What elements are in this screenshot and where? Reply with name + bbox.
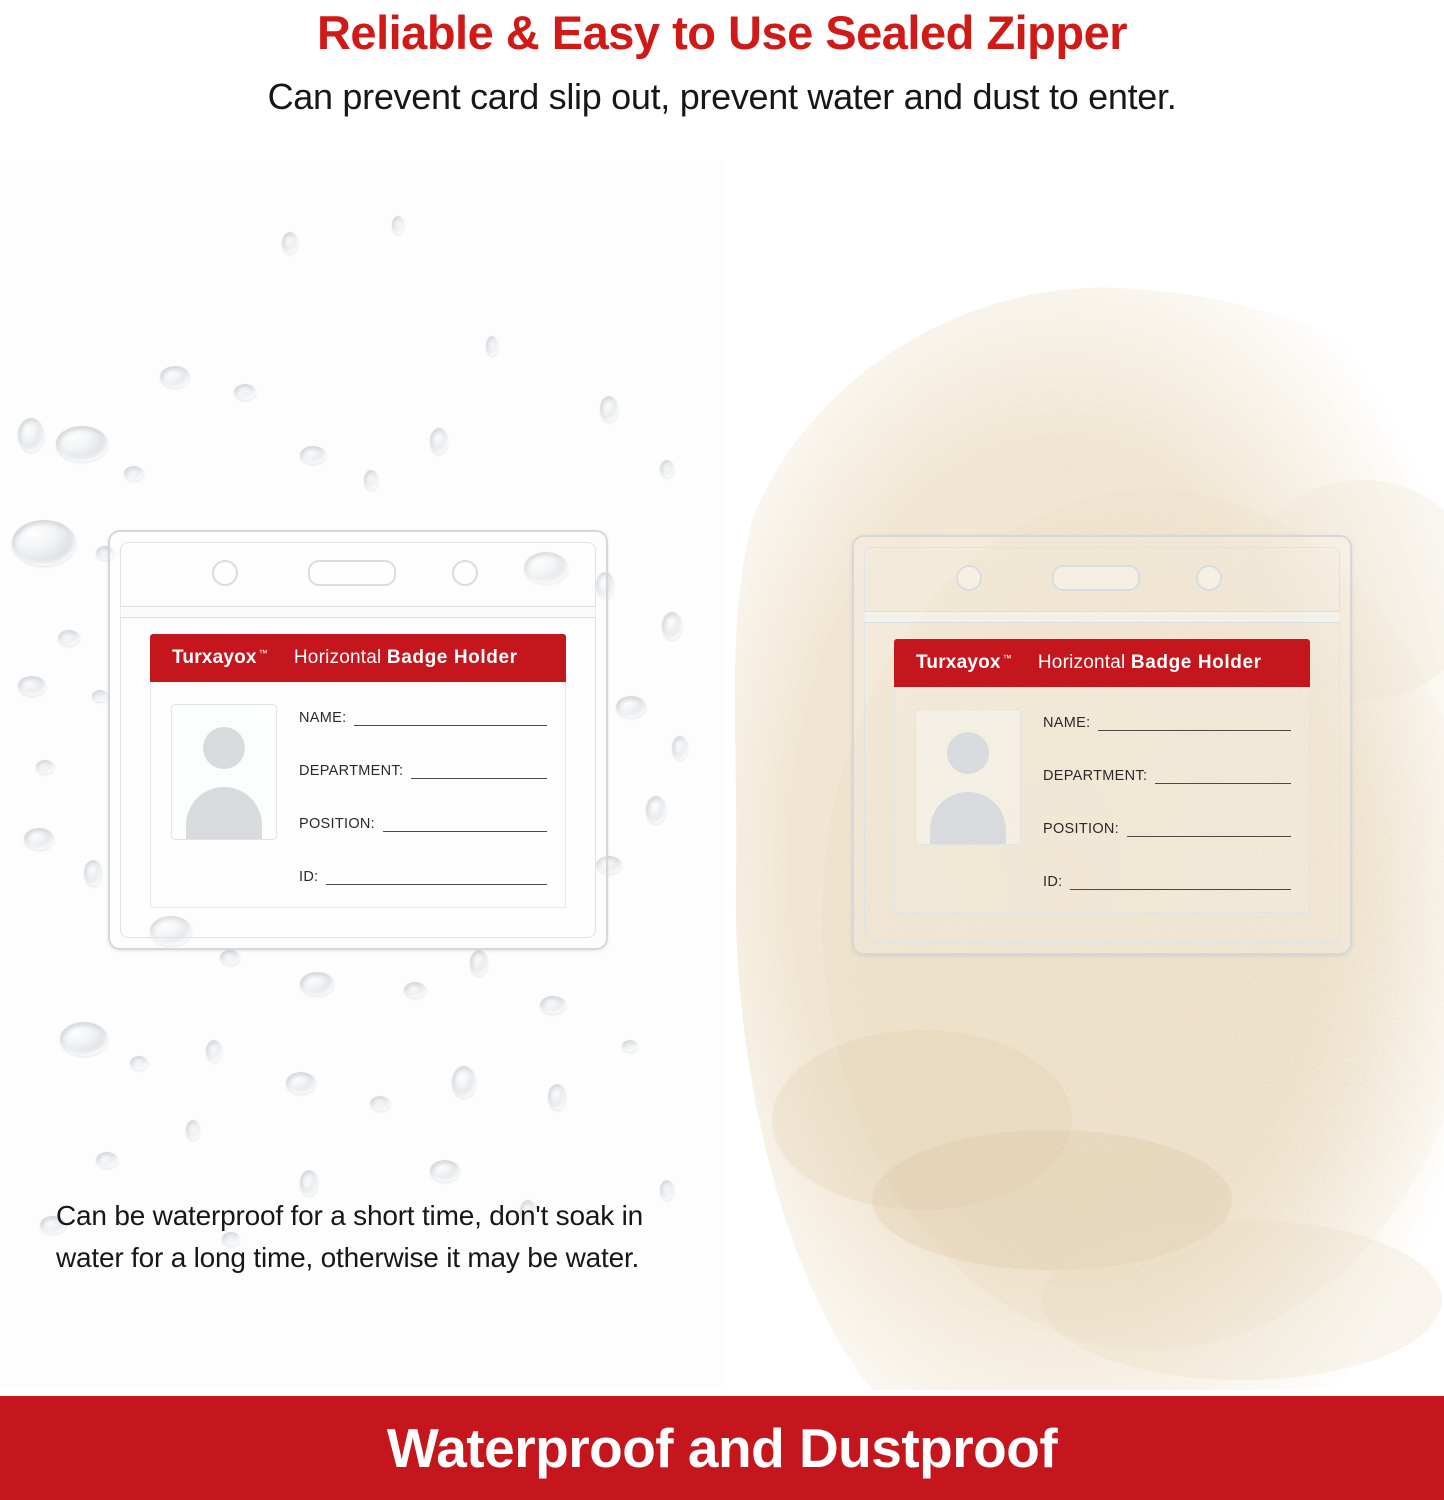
waterproof-demo-panel (0, 160, 722, 1390)
field-position (1043, 821, 1291, 837)
field-id (1043, 874, 1291, 890)
field-label: NAME: (1043, 715, 1091, 731)
field-label: POSITION: (1043, 821, 1120, 837)
zipper-seal (120, 606, 596, 618)
field-department (1043, 768, 1291, 784)
field-label: POSITION: (299, 816, 376, 832)
field-name (299, 710, 547, 726)
photo-placeholder (915, 709, 1021, 845)
brand-name: Turxayox ™ (172, 647, 268, 668)
field-position (299, 816, 547, 832)
field-label: ID: (1043, 874, 1063, 890)
header-block (0, 0, 1444, 150)
field-label: DEPARTMENT: (299, 763, 404, 779)
avatar-head-icon (203, 727, 245, 769)
field-write-line (1098, 718, 1291, 731)
page-subtitle: Can prevent card slip out, prevent water and dust to enter. (267, 76, 1177, 118)
field-id (299, 869, 547, 885)
field-name (1043, 715, 1291, 731)
slot-hole-icon (1052, 565, 1140, 591)
waterproof-caption: Can be waterproof for a short time, don't soak in water for a long time, otherwise it may be water. (56, 1200, 643, 1273)
field-write-line (1070, 877, 1291, 890)
field-label: DEPARTMENT: (1043, 768, 1148, 784)
badge-label-bar (894, 639, 1310, 687)
field-write-line (411, 766, 547, 779)
field-write-line (354, 713, 547, 726)
trademark-icon: ™ (258, 647, 268, 658)
punch-hole-right-icon (1196, 565, 1222, 591)
field-department (299, 763, 547, 779)
badge-fields (1043, 709, 1291, 902)
badge-holder-left (108, 530, 608, 950)
brand-name: Turxayox ™ (916, 652, 1012, 673)
badge-type-title: Horizontal Badge Holder (293, 647, 518, 668)
badge-card-face (894, 687, 1310, 913)
zipper-seal (864, 611, 1340, 623)
page-title: Reliable & Easy to Use Sealed Zipper (316, 6, 1128, 59)
demo-stage (0, 160, 1444, 1390)
field-write-line (1155, 771, 1291, 784)
badge-holder-right (852, 535, 1352, 955)
field-write-line (383, 819, 547, 832)
slot-hole-icon (308, 560, 396, 586)
punch-hole-left-icon (212, 560, 238, 586)
badge-type-title: Horizontal Badge Holder (1037, 652, 1262, 673)
trademark-icon: ™ (1002, 652, 1012, 663)
avatar-body-icon (930, 792, 1006, 845)
punch-hole-right-icon (452, 560, 478, 586)
avatar-body-icon (186, 787, 262, 840)
footer-banner (0, 1396, 1444, 1500)
field-label: NAME: (299, 710, 347, 726)
badge-card-face (150, 682, 566, 908)
badge-label-bar (150, 634, 566, 682)
dustproof-demo-panel (722, 160, 1444, 1390)
badge-fields (299, 704, 547, 897)
photo-placeholder (171, 704, 277, 840)
avatar-head-icon (947, 732, 989, 774)
punch-hole-left-icon (956, 565, 982, 591)
field-write-line (326, 872, 547, 885)
field-label: ID: (299, 869, 319, 885)
footer-title: Waterproof and Dustproof (386, 1417, 1058, 1479)
field-write-line (1127, 824, 1291, 837)
